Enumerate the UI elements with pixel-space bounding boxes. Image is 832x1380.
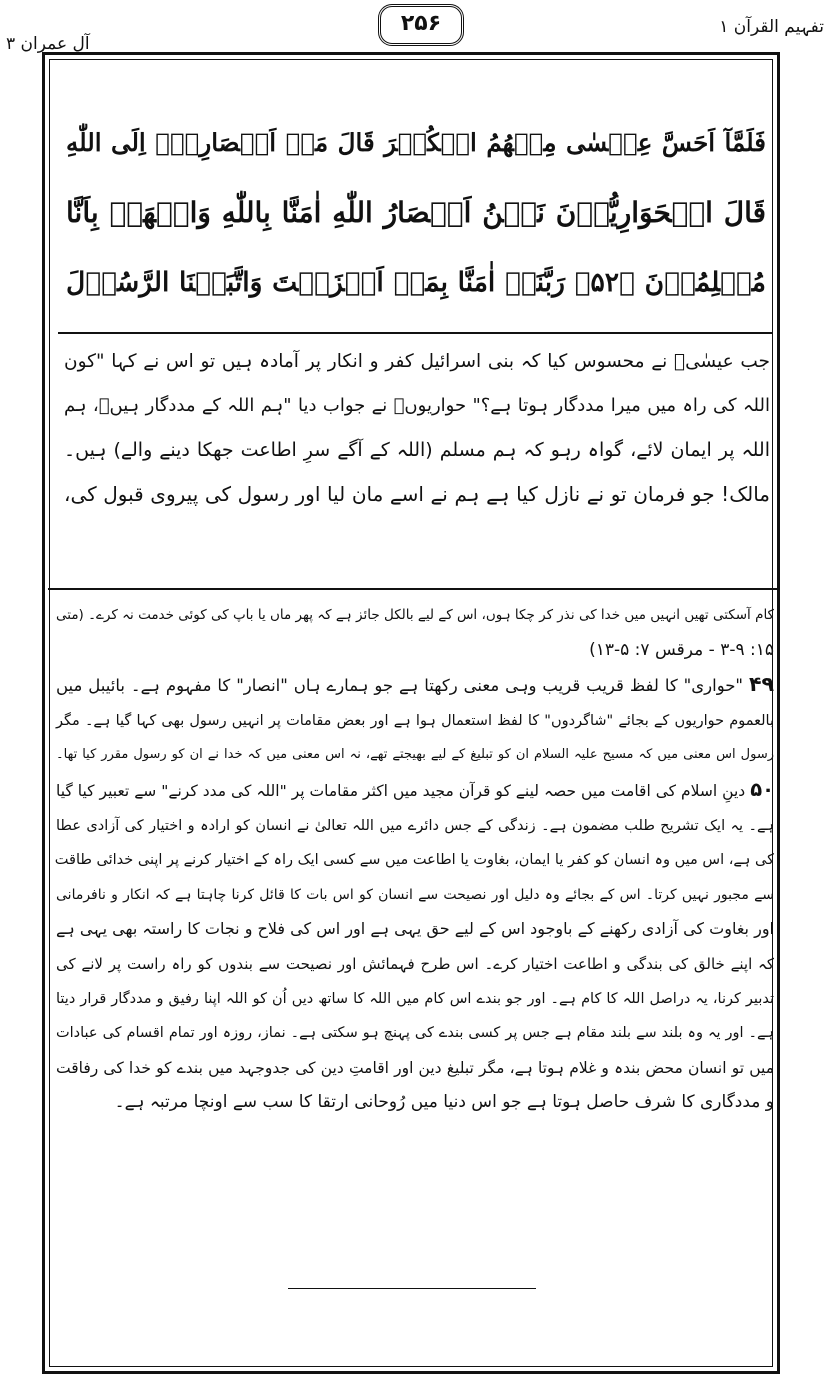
note-text: "حواری" کا لفظ قریب قریب وہی معنی رکھتا ہے جو ہمارے ہاں "انصار" کا مفہوم ہے۔ بائیبل میں bbox=[56, 676, 744, 696]
note-line: ہے۔ اور یہ وہ بلند سے بلند مقام ہے جس پر کسی بندے کی پہنچ ہو سکتی ہے۔ نماز، روزہ اور تمام اقسام کی عبادات bbox=[56, 1025, 774, 1042]
note-line: اور بغاوت کی آزادی رکھنے کے باوجود اس کے لیے حق یہی ہے اور اس کی فلاح و نجات کا راستہ بھی یہی ہے bbox=[56, 919, 774, 939]
verse-line: مُسۡلِمُوۡنَ ﴿۵۲﴾ رَبَّنَاۤ اٰمَنَّا بِمَاۤ اَنۡزَلۡتَ وَاتَّبَعۡنَا الرَّسُوۡلَ bbox=[66, 267, 766, 298]
book-title: تفہیم القرآن ۱ bbox=[719, 17, 824, 37]
note-line: ہے۔ یہ ایک تشریح طلب مضمون ہے۔ زندگی کے جس دائرے میں اللہ تعالیٰ نے انسان کو ارادہ و اختیار کی آزادی عطا bbox=[56, 817, 774, 834]
note-line: ۱۵: ۳-۹ - مرقس ۷: ۵-۱۳) bbox=[589, 639, 774, 660]
translation-line: جب عیسٰیؑ نے محسوس کیا کہ بنی اسرائیل کفر و انکار پر آمادہ ہیں تو اس نے کہا "کون bbox=[64, 351, 770, 372]
note-line: کی ہے، اس میں وہ انسان کو کفر یا ایمان، بغاوت یا اطاعت میں سے کسی ایک راہ کے اختیار کرنے پر اپنی خدائی طاقت bbox=[54, 852, 774, 869]
verse-line: فَلَمَّآ اَحَسَّ عِیۡسٰی مِنۡهُمُ الۡكُفۡرَ قَالَ مَنۡ اَنۡصَارِیۡۤ اِلَى اللّٰهِ bbox=[66, 128, 766, 157]
translation-line: مالک! جو فرمان تو نے نازل کیا ہے ہم نے اسے مان لیا اور رسول کی پیروی قبول کی، bbox=[64, 482, 770, 506]
note-line bbox=[56, 667, 774, 704]
divider bbox=[58, 332, 772, 334]
note-number: ۴۹ bbox=[748, 672, 774, 697]
note-line: میں تو انسان محض بندہ و غلام ہوتا ہے، مگر تبلیغ دین اور اقامتِ دین کی جدوجہد میں بندے کو خدا کی رفاقت bbox=[56, 1058, 774, 1077]
verse-line: قَالَ الۡحَوَارِيُّوۡنَ نَحۡنُ اَنۡصَارُ اللّٰهِ اٰمَنَّا بِاللّٰهِ وَاشۡهَدۡ بِاَنَّا bbox=[66, 196, 766, 229]
note-line: رسول اس معنی میں کہ مسیح علیہ السلام ان کو تبلیغ کے لیے بھیجتے تھے، نہ اس معنی میں کہ خدا نے ان کو رسول مقرر کیا تھا۔ bbox=[56, 747, 774, 763]
translation-line: اللہ پر ایمان لائے، گواہ رہو کہ ہم مسلم (اللہ کے آگے سرِ اطاعت جھکا دینے والے) ہیں۔ bbox=[64, 439, 770, 461]
note-line: و مددگاری کا شرف حاصل ہوتا ہے جو اس دنیا میں رُوحانی ارتقا کا سب سے اونچا مرتبہ ہے۔ bbox=[114, 1092, 774, 1113]
note-line bbox=[56, 773, 774, 809]
note-line: کہ اپنے خالق کی بندگی و اطاعت اختیار کرے۔ اس طرح فہمائش اور نصیحت سے بندوں کو راہ راست پر لانے کی bbox=[56, 954, 774, 973]
translation-line: اللہ کی راہ میں میرا مددگار ہوتا ہے؟" حواریوںؓ نے جواب دیا "ہم اللہ کے مددگار ہیںؓ، ہم bbox=[64, 395, 770, 416]
footnotes bbox=[56, 598, 774, 1120]
note-number: ۵۰ bbox=[750, 777, 774, 801]
note-line: سے مجبور نہیں کرتا۔ اس کے بجائے وہ دلیل اور نصیحت سے انسان کو اس بات کا قائل کرنا چاہتا ہے کہ انکار و نافرمانی bbox=[56, 886, 774, 903]
note-line: تدبیر کرنا، یہ دراصل اللہ کا کام ہے۔ اور جو بندے اس کام میں اللہ کا ساتھ دیں اُن کو اللہ اپنا رفیق و مددگار قرار دیتا bbox=[56, 990, 774, 1007]
page-number: ۲۵۶ bbox=[378, 4, 464, 46]
divider bbox=[48, 588, 778, 590]
note-line: کام آسکتی تھیں انہیں میں خدا کی نذر کر چکا ہوں، اس کے لیے بالکل جائز ہے کہ پھر ماں یا باپ کی کوئی خدمت نہ کرے۔ (متی bbox=[56, 607, 774, 623]
note-text: دینِ اسلام کی اقامت میں حصہ لینے کو قرآن مجید میں اکثر مقامات پر "اللہ کی مدد کرنے" سے تعبیر کیا گیا bbox=[56, 781, 746, 800]
end-divider bbox=[288, 1288, 536, 1289]
note-line: بالعموم حواریوں کے بجائے "شاگردوں" کا لفظ استعمال ہوا ہے اور بعض مقامات پر انہیں رسول بھی کہا گیا ہے۔ مگر bbox=[56, 712, 774, 729]
surah-title: آل عمران ۳ bbox=[6, 34, 90, 54]
urdu-translation bbox=[64, 340, 770, 516]
arabic-verse bbox=[66, 108, 766, 322]
